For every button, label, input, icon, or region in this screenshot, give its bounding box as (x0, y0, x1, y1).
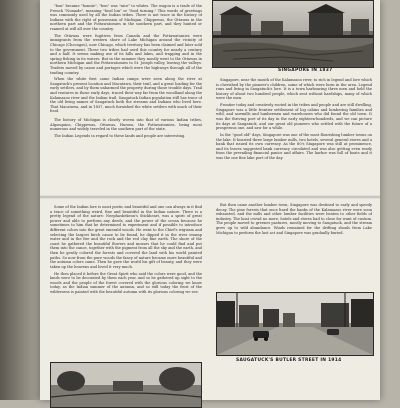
photo-caption-bottom: SAUGATUCK'S BUTLER STREET IN 1914 (236, 358, 342, 363)
newspaper-page (40, 0, 380, 400)
binding-shadow (0, 0, 40, 400)
paragraph: "bon" became "bonnie", "bon" was "nice" to whites. The wagon is a trade of the French "Nomade", meaning "food bin" or "food turning." This words of greetings was commonly used by all the Indian tribes. There is not trace in the history of Indians with the right of possession of Michigan. Chippewas, the Ottawas in the northern part and the Pottawatomies in the southern part, and they hunted or roamed at will all over the country. (50, 4, 202, 31)
paragraph: But then came another lumber town, Singapore was destined to early and speedy decay. The pine forests that once lined the banks of the Kalamazoo river were soon exhausted, and the mills and other lumber facilities were beaten to other fields of industry. The boat crowd no more; hotels and stores had to close for want of custom. The people moved to greener pastures, mostly moving to Saugatuck, and the stream grew up to wild abundance. Winds remained for the drifting shoals from Lake Michigan to perform the last act and Singapore was gradually buried. (216, 203, 372, 235)
photo-singapore-1837 (212, 0, 374, 68)
photo-caption-top: SINGAPORE IN 1837 (278, 68, 333, 73)
paragraph: The Indian Legends in regard to these lands and people are interesting. (54, 133, 186, 138)
paragraph: He then placed it before the Great Spirit who said the colors were good, and the lands were to be decorated by them each year, and so he gathered up sight to the woods and the people of the forest covered with the glorious coloring we know today, as the Indian summer of the autumn, and so still today the frost of the wilderness is painted with the beautiful autumn with its glorious coloring we see. (50, 271, 202, 294)
paragraph: Some of the Indian lore is most poetic and beautiful and one can always in it find a trace of something weird, fine and beautiful in the Indian nature. There is a pretty legend of the nature: Neephasbekeon's Stickheart, was a spirit of great power and able to perform any deeds, and the power of the ocean because he sometimes to him that he determined to experiment and if possible to introduce different colors into the great emerald woods. He went to the Chief's wigwam and selecting the largest birch canoe to be found, he dipped it in the river swamp water and in the fire and the rock and the red clay fine earth. The shore of the coast he gathered the beautiful flowers and mosses that he could find and put them into the canoe, together with the pigment from all the sky and the earth, and then he gently colored the forests and covered the land with his world painted paths. So now from the pure woods the fancy of nature became more beautiful and the autumn colors came. Then he gave the world his gift of beauty, and they were taken up the heavens and loved it very much. (50, 205, 202, 269)
left-column-middle (50, 118, 202, 190)
paragraph: Singapore, near the mouth of the Kalamazoo river, to rich in legend and lore which is cherished by the pioneer's children, some of which were born in the area. Legend runs and living in Saugatuck's lore. It is a town harbouring three men and held the history of about two hundred people, which sent without hardships, many of which were the men. (216, 78, 372, 101)
photo-image (217, 293, 373, 355)
paragraph: The Ottawas were fugitives from Canada and the Pottawatomies were immigrants from the western shore of Lake Michigan around the vicinity of Chicago (Checagou), now Chicago, which territory has been claimed and later sold to the government. These two tribes had used this country for nearly a century and a half. It seems making use of its hills and lakes, and trapping and in the spring fishing in its waters. But in the summer they mostly went to the Ottawas in northern Michigan and the Pottawatomies to St. Joseph valley, leaving the valleys. Traders moved by canoe and portages which were the highways through all of the trading country. (50, 33, 202, 75)
left-column-lower (50, 205, 202, 355)
paragraph: In the "good old" days, Singapore was one of the most flourishing lumber towns on the lake. It boasted three large lumber mills, two hotels, several general stores and a bank that issued its own currency. As the 60's Singapore was still at prominence, and its leaves suggested bank currency circulated and was also getting even ready from the prevailing financial panics and affairs. The harbor was full of boats and it was the one fine lake port of the day. (216, 132, 372, 160)
left-column-top (50, 4, 202, 114)
page-fold (40, 195, 380, 199)
paragraph: The history of Michigan is closely woven into that of various Indian tribes, Algonquins, Chippewas, Ottawas, Hurons, the Pottawatomies, being most numerous and widely traveled in the southern part of the state. (50, 118, 202, 132)
photo-butler-street-1914 (216, 292, 374, 356)
right-column-top (216, 78, 372, 192)
photo-bottom-left (50, 362, 202, 408)
photo-image (51, 363, 201, 407)
right-column-bottom (216, 203, 372, 281)
photo-image (213, 1, 373, 67)
paragraph: When the white first came Indian camps were seen along the river at Saugatuck's present location and Macatawa, their trail, and a great loading for the early settlers, and by them unharmed the property during those trouble days. Trail and ventures in those early days, traced their way far from the woodland along the Kalamazoo river and the Indian trail. Saugatuck Indian population still has trace of the old living names of Saugatuck both the streams and Indians who lived here. That Macatawa, and in 1837, much furnished the white settlers with much of their food. (50, 77, 202, 114)
paragraph: Frontier today and creatively rooted in the tribes and people and are still dwelling. Singapore was a little frontier settlement of log cabins and lumbering families and wild, and sawmills and lumbermen and warehouses who did found the old town. It was the thriving port of its day in the early eighteen-hundreds, and we can picture its days at Saugatuck, and our great old pioneers who settled with the future of a prosperous one, and saw for a while. (216, 103, 372, 131)
